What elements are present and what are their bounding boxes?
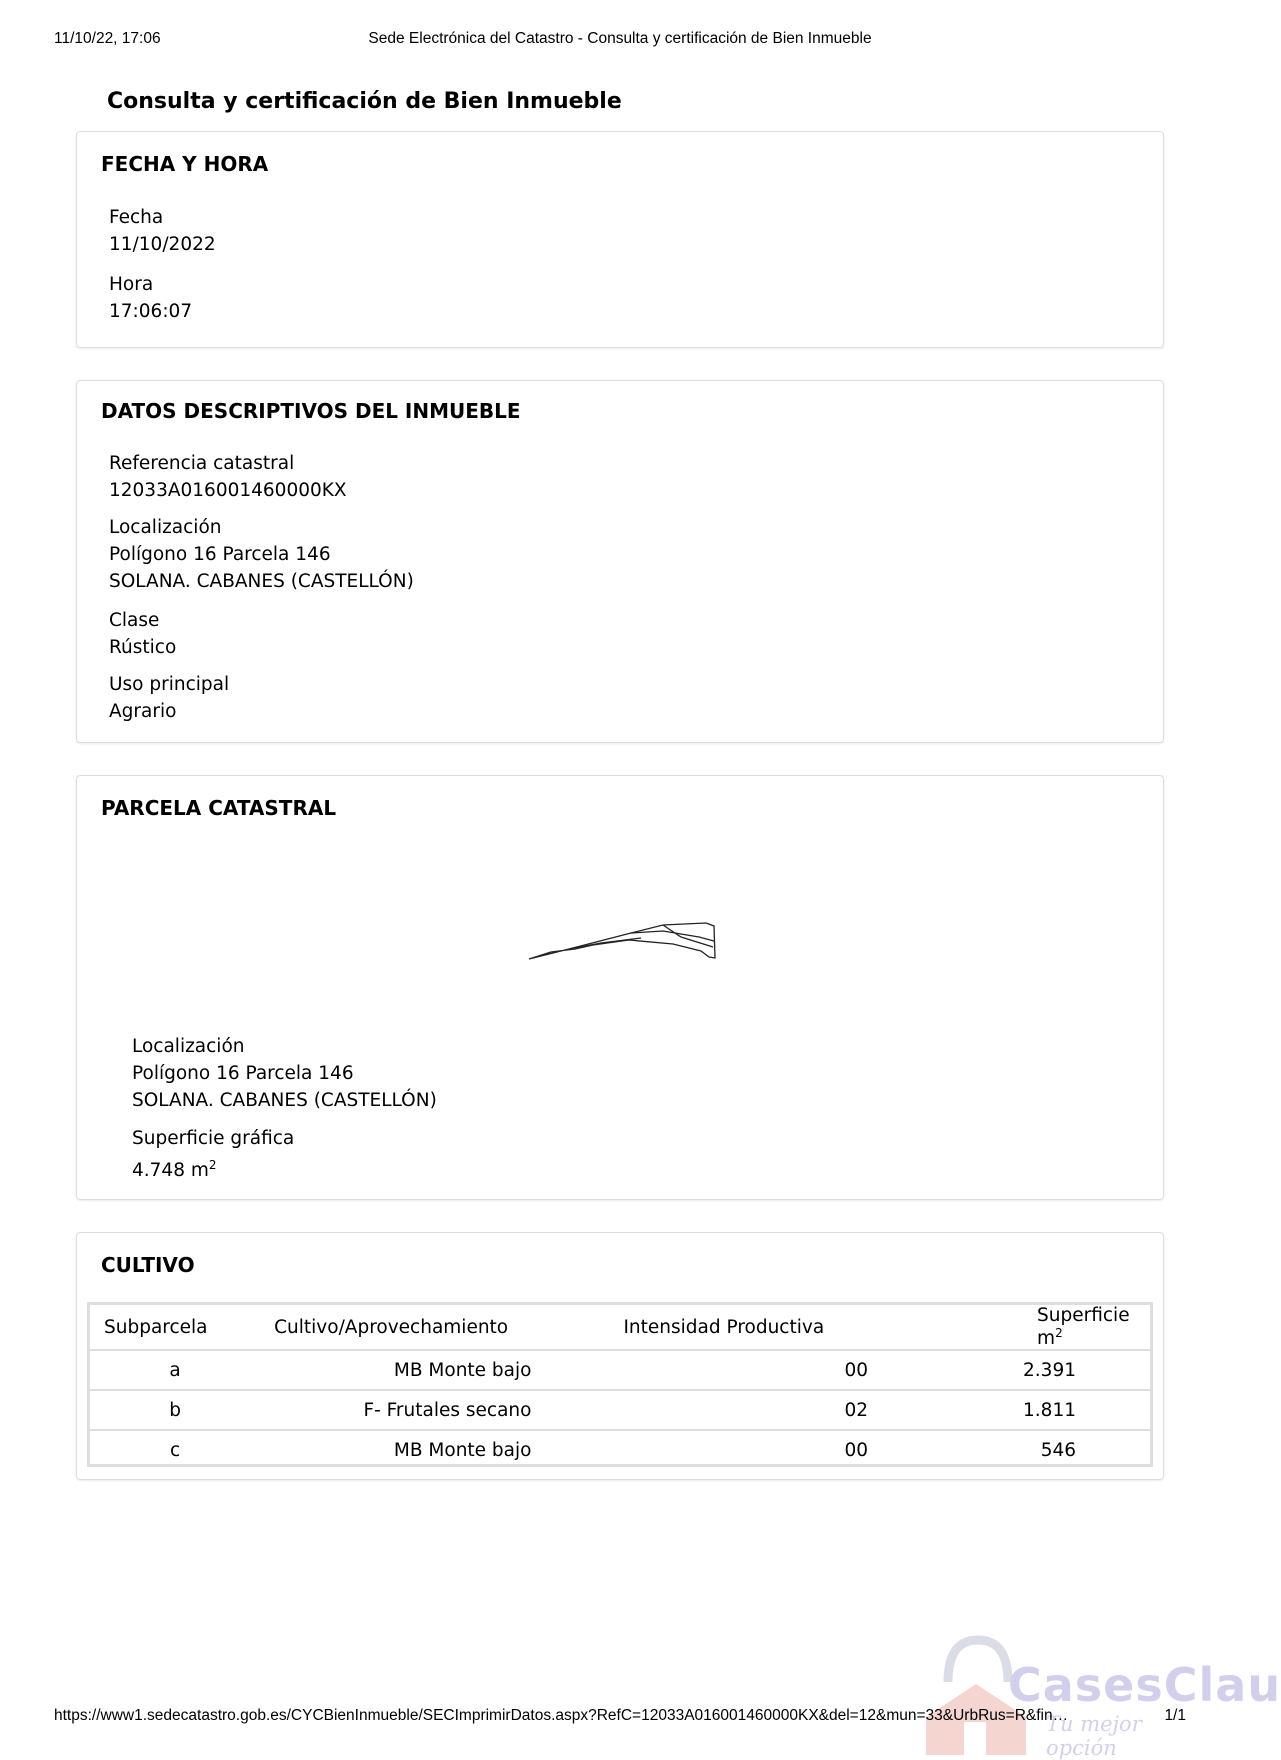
- referencia-label: Referencia catastral: [109, 453, 295, 474]
- localizacion-line1: Polígono 16 Parcela 146: [109, 544, 331, 565]
- table-row: [90, 1430, 1150, 1469]
- cell-cultivo: MB Monte bajo: [260, 1350, 609, 1390]
- referencia-field: [109, 450, 347, 504]
- datos-card: [76, 380, 1164, 743]
- print-url: https://www1.sedecatastro.gob.es/CYCBienInmueble/SECImprimirDatos.aspx?RefC=12033A016001460000KX&del=12&mun=33&UrbRus=R&fin…: [54, 1707, 1069, 1724]
- print-title: Sede Electrónica del Catastro - Consulta y certificación de Bien Inmueble: [368, 30, 872, 47]
- print-header: [54, 30, 1186, 52]
- table-row: [90, 1390, 1150, 1430]
- table-row: [90, 1350, 1150, 1390]
- fecha-field: [109, 204, 216, 258]
- fecha-value: 11/10/2022: [109, 234, 216, 255]
- parcela-heading: PARCELA CATASTRAL: [101, 796, 337, 820]
- cell-intensidad: 00: [609, 1350, 1023, 1390]
- referencia-value: 12033A016001460000KX: [109, 480, 347, 501]
- cell-subparcela: b: [90, 1390, 260, 1430]
- parcela-localizacion-field: [132, 1033, 437, 1114]
- superficie-label: Superficie gráfica: [132, 1128, 295, 1149]
- print-footer: [54, 1707, 1186, 1725]
- cell-superficie: 2.391: [1023, 1350, 1150, 1390]
- datos-heading: DATOS DESCRIPTIVOS DEL INMUEBLE: [101, 399, 521, 423]
- clase-label: Clase: [109, 610, 160, 631]
- localizacion-label: Localización: [109, 517, 222, 538]
- cell-subparcela: c: [169, 1439, 181, 1461]
- hora-field: [109, 271, 192, 325]
- cell-intensidad: 02: [609, 1390, 1023, 1430]
- cell-intensidad: 00: [844, 1439, 869, 1461]
- uso-field: [109, 671, 229, 725]
- col-intensidad: Intensidad Productiva: [609, 1305, 1023, 1350]
- localizacion-field: [109, 514, 414, 595]
- subparcel-line-2: [631, 931, 714, 941]
- watermark-logo: [918, 1622, 1281, 1760]
- cultivo-table: [87, 1302, 1153, 1467]
- cell-cultivo: MB Monte bajo: [393, 1439, 532, 1461]
- watermark-brand: CasesClau: [1008, 1658, 1281, 1712]
- cell-cultivo: F- Frutales secano: [260, 1390, 609, 1430]
- uso-label: Uso principal: [109, 674, 230, 695]
- parcela-localizacion-line1: Polígono 16 Parcela 146: [132, 1063, 354, 1084]
- localizacion-line2: SOLANA. CABANES (CASTELLÓN): [109, 571, 414, 592]
- cell-superficie: 1.811: [1023, 1390, 1150, 1430]
- print-page-number: 1/1: [1164, 1707, 1186, 1724]
- col-subparcela: Subparcela: [90, 1305, 260, 1350]
- superficie-field: [132, 1125, 294, 1184]
- uso-value: Agrario: [109, 701, 177, 722]
- superficie-value: 4.748 $m^2$: [132, 1158, 217, 1182]
- fecha-hora-heading: FECHA Y HORA: [101, 152, 269, 176]
- col-superficie: Superficie $m^2$: [1023, 1305, 1150, 1350]
- parcela-localizacion-label: Localización: [132, 1036, 245, 1057]
- parcela-card: [76, 775, 1164, 1200]
- print-datetime: 11/10/22, 17:06: [54, 30, 161, 47]
- hora-value: 17:06:07: [109, 301, 193, 322]
- parcela-localizacion-line2: SOLANA. CABANES (CASTELLÓN): [132, 1090, 437, 1111]
- clase-field: [109, 607, 176, 661]
- cultivo-card: [76, 1232, 1164, 1480]
- cell-superficie: 546: [1040, 1439, 1076, 1461]
- cultivo-heading: CULTIVO: [101, 1253, 195, 1277]
- watermark-slogan: Tu mejor opción: [1046, 1712, 1142, 1760]
- cell-subparcela: a: [90, 1350, 260, 1390]
- page-title: Consulta y certificación de Bien Inmueble: [107, 89, 622, 114]
- table-header-row: [90, 1305, 1150, 1350]
- fecha-label: Fecha: [109, 207, 164, 228]
- col-cultivo: Cultivo/Aprovechamiento: [260, 1305, 609, 1350]
- clase-value: Rústico: [109, 637, 177, 658]
- hora-label: Hora: [109, 274, 154, 295]
- fecha-hora-card: [76, 131, 1164, 348]
